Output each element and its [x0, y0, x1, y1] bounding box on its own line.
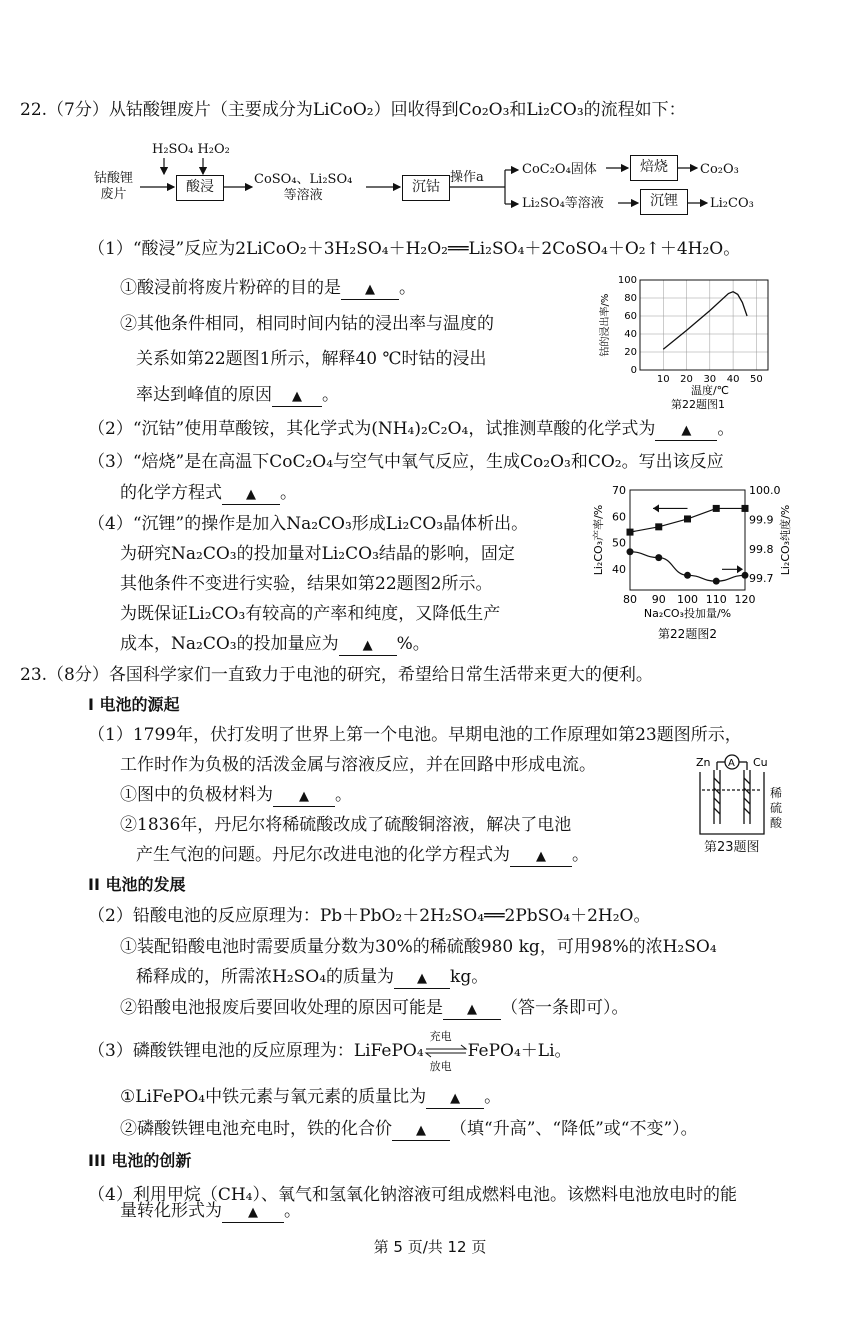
data-line	[663, 292, 747, 350]
chart-caption: 第22题图1	[671, 398, 725, 410]
acid-label: 稀 硫 酸	[770, 786, 783, 830]
flow-start: 钴酸锂 废片	[94, 171, 134, 202]
q22-p3-l2: 的化学方程式 ▲ 。	[120, 483, 297, 503]
y-right-tick-label: 100.0	[749, 484, 781, 497]
q23-p2b: ②铅酸电池报废后要回收处理的原因可能是 ▲ （答一条即可）。	[120, 998, 629, 1018]
y-right-tick-label: 99.7	[749, 572, 774, 586]
x-tick-label: 90	[651, 593, 666, 606]
data-point-purity	[627, 548, 634, 555]
y-left-tick-label: 50	[612, 536, 626, 550]
answer-blank[interactable]: ▲	[273, 788, 335, 807]
flow-lower-product: Li₂SO₄等溶液	[522, 196, 604, 211]
x-tick-label: 100	[677, 593, 698, 606]
flow-step-acid-leach: 酸浸	[176, 175, 224, 201]
reversible-arrow: 充电 放电	[424, 1040, 468, 1062]
y-tick-label: 100	[617, 275, 637, 286]
figure-23-caption: 第23题图	[704, 840, 760, 855]
q23-p2a-l2: 稀释成的，所需浓H₂SO₄的质量为 ▲ kg。	[136, 967, 489, 987]
page-footer: 第 5 页/共 12 页	[373, 1238, 487, 1256]
x-tick-label: 40	[726, 374, 740, 385]
y-tick-label: 20	[624, 347, 637, 358]
data-point-purity	[684, 572, 691, 579]
q22-p4-l3: 其他条件不变进行实验，结果如第22题图2所示。	[120, 574, 493, 594]
data-point-yield	[627, 529, 634, 536]
y-tick-label: 60	[624, 311, 637, 322]
y-axis-label: 钴的浸出率/%	[600, 293, 611, 357]
cu-label: Cu	[753, 756, 768, 769]
q23-section-2: II 电池的发展	[88, 875, 186, 894]
q23-section-1: I 电池的源起	[88, 695, 180, 714]
q23-p3: （3）磷酸铁锂电池的反应原理为：LiFePO₄ 充电 放电 FePO₄＋Li。	[88, 1030, 572, 1073]
chart-fig22-1	[590, 270, 780, 410]
answer-blank[interactable]: ▲	[394, 970, 450, 989]
x-axis-label: Na₂CO₃投加量/%	[643, 607, 732, 620]
q22-p1b-l2: 关系如第22题图1所示，解释40 ℃时钴的浸出	[136, 349, 487, 369]
y-left-axis-label: Li₂CO₃产率/%	[592, 504, 605, 576]
flow-lower-final: Li₂CO₃	[710, 196, 754, 211]
q23-p2: （2）铅酸电池的反应原理为：Pb＋PbO₂＋2H₂SO₄══2PbSO₄＋2H₂O。	[88, 906, 651, 926]
answer-blank[interactable]: ▲	[341, 281, 399, 300]
data-point-purity	[713, 578, 720, 585]
chart-fig22-2	[590, 476, 805, 646]
x-tick-label: 120	[734, 593, 756, 606]
q22-p4-l4: 为既保证Li₂CO₃有较高的产率和纯度，又降低生产	[120, 604, 501, 624]
q22-p1b-l1: ②其他条件相同，相同时间内钴的浸出率与温度的	[120, 314, 494, 334]
y-tick-label: 40	[624, 329, 637, 340]
y-left-tick-label: 60	[612, 510, 626, 524]
q22-p1b-l3: 率达到峰值的原因 ▲ 。	[136, 385, 339, 405]
flow-arrows	[0, 0, 860, 230]
q22-p3-l1: （3）“焙烧”是在高温下CoC₂O₄与空气中氧气反应，生成Co₂O₃和CO₂。写出该反应	[88, 452, 724, 472]
x-tick-label: 80	[623, 593, 637, 606]
flow-upper-product: CoC₂O₄固体	[522, 162, 597, 177]
flow-op-a: 操作a	[450, 170, 484, 185]
q23-p1b-l1: ②1836年，丹尼尔将稀硫酸改成了硫酸铜溶液，解决了电池	[120, 815, 572, 835]
y-right-axis-label: Li₂CO₃纯度/%	[779, 504, 792, 576]
q22-p4-l2: 为研究Na₂CO₃的投加量对Li₂CO₃结晶的影响，固定	[120, 544, 515, 564]
data-point-yield	[713, 505, 720, 512]
x-tick-label: 110	[705, 593, 727, 606]
x-axis-label: 温度/℃	[690, 384, 730, 397]
y-left-tick-label: 40	[612, 562, 626, 576]
y-left-tick-label: 70	[612, 484, 626, 497]
answer-blank[interactable]: ▲	[426, 1090, 484, 1109]
q22-p1a: ①酸浸前将废片粉碎的目的是 ▲ 。	[120, 278, 416, 298]
flow-upper-final: Co₂O₃	[700, 162, 739, 177]
data-point-purity	[742, 572, 749, 579]
data-point-yield	[684, 515, 691, 522]
flow-step-precip-co: 沉钴	[402, 175, 450, 201]
ammeter-label: A	[728, 758, 735, 769]
y-tick-label: 0	[630, 365, 637, 376]
y-right-tick-label: 99.9	[749, 513, 774, 527]
plot-frame	[640, 280, 768, 370]
q23-header: 23.（8分）各国科学家们一直致力于电池的研究，希望给日常生活带来更大的便利。	[20, 665, 653, 685]
axis-indicator-left-head	[653, 504, 659, 512]
figure-23-cell	[690, 750, 800, 855]
q23-p1a: ①图中的负极材料为 ▲ 。	[120, 785, 352, 805]
x-tick-label: 30	[703, 374, 717, 385]
x-tick-label: 20	[680, 374, 693, 385]
data-point-yield	[655, 523, 662, 530]
answer-blank[interactable]: ▲	[510, 848, 572, 867]
q22-p4-l5: 成本，Na₂CO₃的投加量应为 ▲ %。	[120, 634, 430, 654]
q22-p1: （1）“酸浸”反应为2LiCoO₂＋3H₂SO₄＋H₂O₂══Li₂SO₄＋2CoSO₄＋O₂↑＋4H₂O。	[88, 239, 741, 259]
zn-label: Zn	[696, 756, 711, 769]
answer-blank[interactable]: ▲	[222, 1204, 284, 1223]
y-right-tick-label: 99.8	[749, 542, 774, 556]
y-tick-label: 80	[624, 293, 637, 304]
answer-blank[interactable]: ▲	[272, 388, 322, 407]
q23-section-3: III 电池的创新	[88, 1151, 192, 1170]
answer-blank[interactable]: ▲	[655, 422, 717, 441]
flow-step-precip-li: 沉锂	[640, 189, 688, 215]
flow-mid-solution: CoSO₄、Li₂SO₄ 等溶液	[254, 172, 353, 203]
axis-indicator-right-head	[737, 565, 743, 573]
flow-step-roast: 焙烧	[630, 155, 678, 181]
x-tick-label: 10	[656, 374, 670, 385]
q23-p1-l1: （1）1799年，伏打发明了世界上第一个电池。早期电池的工作原理如第23题图所示，	[88, 725, 742, 745]
answer-blank[interactable]: ▲	[339, 637, 397, 656]
answer-blank[interactable]: ▲	[443, 1001, 501, 1020]
data-point-yield	[742, 505, 749, 512]
q22-p2: （2）“沉钴”使用草酸铵，其化学式为(NH₄)₂C₂O₄，试推测草酸的化学式为 ▲ 。	[88, 419, 735, 439]
q22-header: 22.（7分）从钴酸锂废片（主要成分为LiCoO₂）回收得到Co₂O₃和Li₂CO₃的流程如下：	[20, 100, 686, 120]
q22-p4-l1: （4）“沉锂”的操作是加入Na₂CO₃形成Li₂CO₃晶体析出。	[88, 514, 529, 534]
x-tick-label: 50	[749, 374, 763, 385]
q23-p3b: ②磷酸铁锂电池充电时，铁的化合价 ▲ （填“升高”、“降低”或“不变”）。	[120, 1119, 698, 1139]
q23-p1-l2: 工作时作为负极的活泼金属与溶液反应，并在回路中形成电流。	[120, 755, 596, 775]
data-point-purity	[655, 554, 662, 561]
answer-blank[interactable]: ▲	[392, 1122, 450, 1141]
q23-p4-l1: （4）利用甲烷（CH₄）、氧气和氢氧化钠溶液可组成燃料电池。该燃料电池放电时的能	[88, 1185, 737, 1205]
chart-caption: 第22题图2	[658, 627, 717, 641]
q23-p1b-l2: 产生气泡的问题。丹尼尔改进电池的化学方程式为 ▲ 。	[136, 845, 589, 865]
q23-p4-l2: 量转化形式为 ▲ 。	[120, 1201, 301, 1221]
flow-reagents: H₂SO₄ H₂O₂	[152, 142, 230, 157]
q23-p3a: ①LiFePO₄中铁元素与氧元素的质量比为 ▲ 。	[120, 1087, 502, 1107]
q23-p2a-l1: ①装配铅酸电池时需要质量分数为30%的稀硫酸980 kg，可用98%的浓H₂SO₄	[120, 937, 717, 957]
answer-blank[interactable]: ▲	[222, 486, 280, 505]
